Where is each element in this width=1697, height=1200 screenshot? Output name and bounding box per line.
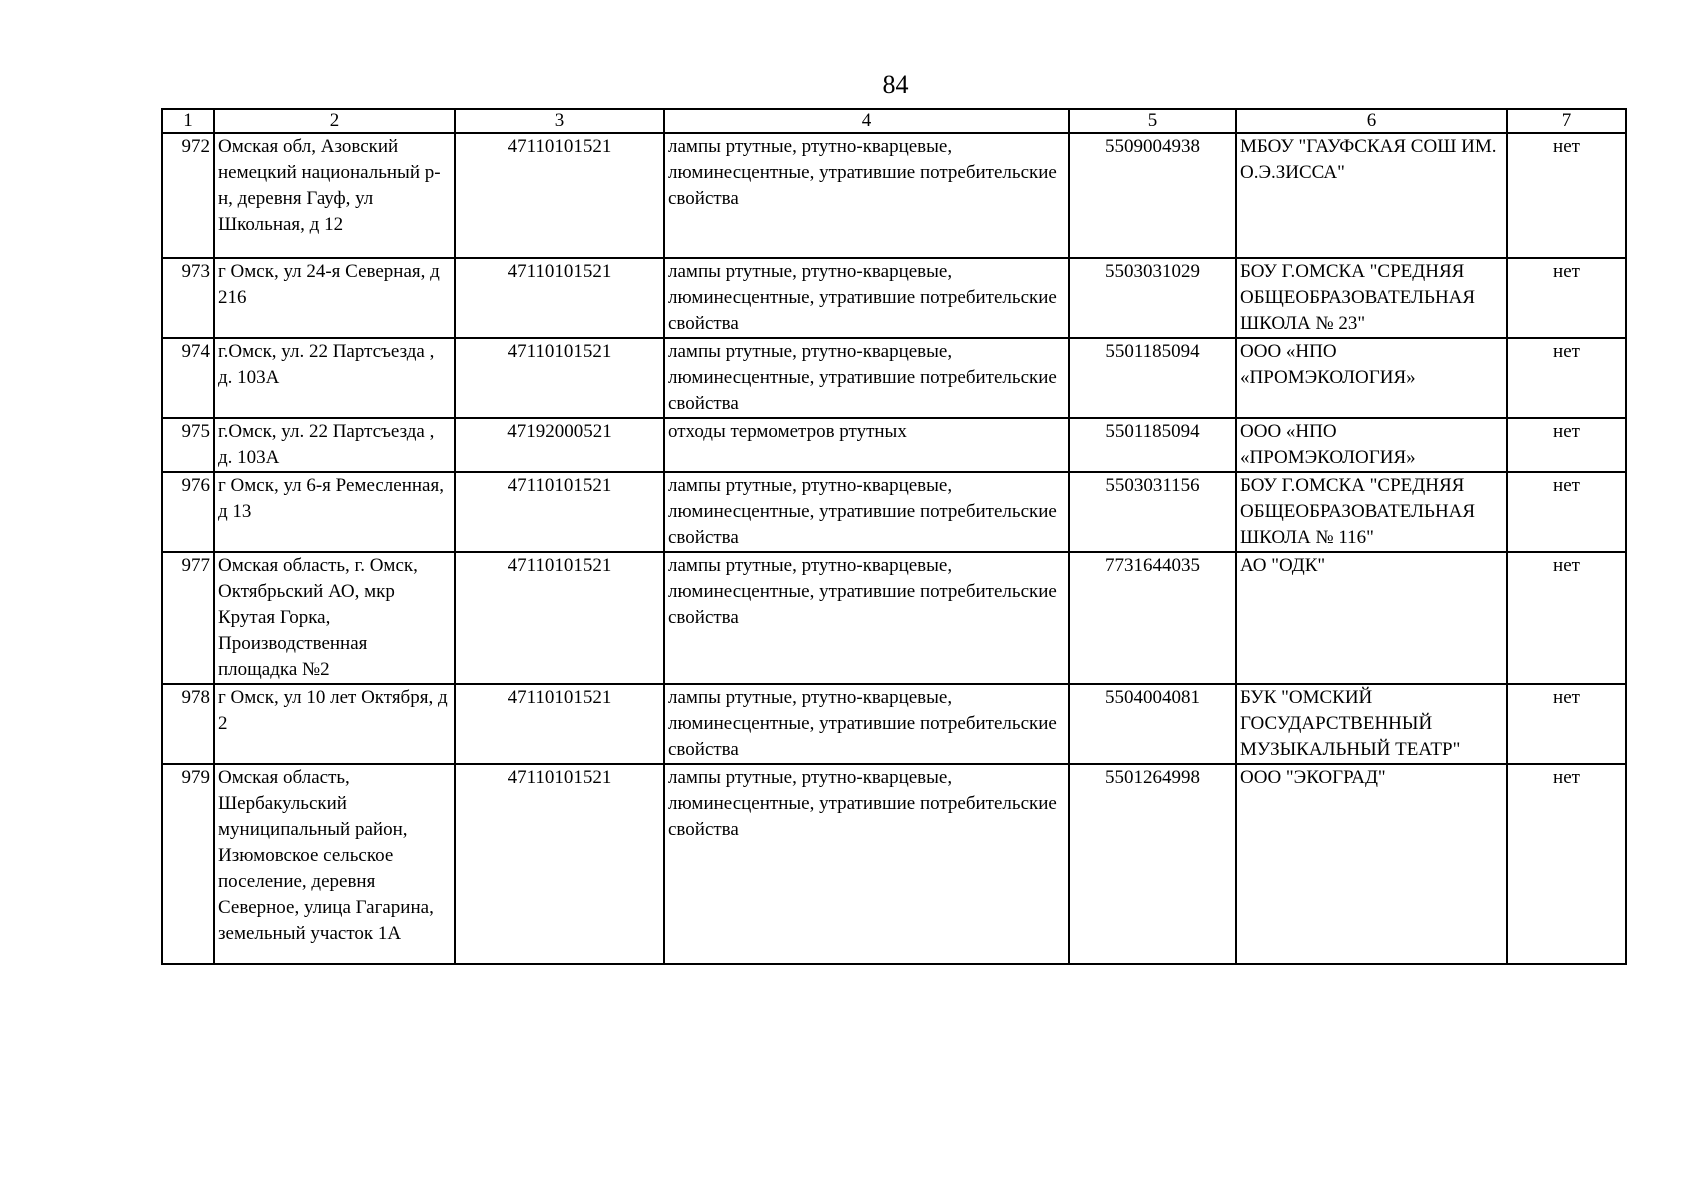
flag-cell: нет xyxy=(1507,764,1626,964)
column-header: 2 xyxy=(214,109,455,133)
table-row xyxy=(162,552,1626,684)
waste-code-cell: 47192000521 xyxy=(455,418,664,472)
organization-cell: БУК "ОМСКИЙ ГОСУДАРСТВЕННЫЙ МУЗЫКАЛЬНЫЙ ТЕАТР" xyxy=(1236,684,1507,764)
inn-cell: 5509004938 xyxy=(1069,133,1236,258)
flag-cell: нет xyxy=(1507,258,1626,338)
waste-name-cell: лампы ртутные, ртутно-кварцевые, люминесцентные, утратившие потребительские свойства xyxy=(664,552,1069,684)
inn-cell: 5501264998 xyxy=(1069,764,1236,964)
waste-code-cell: 47110101521 xyxy=(455,472,664,552)
waste-code-cell: 47110101521 xyxy=(455,764,664,964)
address-cell: Омская область, Шербакульский муниципальный район, Изюмовское сельское поселение, деревня Северное, улица Гагарина, земельный участок 1А xyxy=(214,764,455,964)
organization-cell: АО "ОДК" xyxy=(1236,552,1507,684)
address-cell: Омская обл, Азовский немецкий национальный р-н, деревня Гауф, ул Школьная, д 12 xyxy=(214,133,455,258)
table-row xyxy=(162,338,1626,418)
waste-code-cell: 47110101521 xyxy=(455,684,664,764)
column-header: 5 xyxy=(1069,109,1236,133)
flag-cell: нет xyxy=(1507,418,1626,472)
waste-name-cell: лампы ртутные, ртутно-кварцевые, люминесцентные, утратившие потребительские свойства xyxy=(664,133,1069,258)
table-row xyxy=(162,472,1626,552)
row-number: 977 xyxy=(162,552,214,684)
flag-cell: нет xyxy=(1507,552,1626,684)
waste-name-cell: лампы ртутные, ртутно-кварцевые, люминесцентные, утратившие потребительские свойства xyxy=(664,684,1069,764)
table-row xyxy=(162,258,1626,338)
address-cell: г Омск, ул 6-я Ремесленная, д 13 xyxy=(214,472,455,552)
organization-cell: ООО "ЭКОГРАД" xyxy=(1236,764,1507,964)
column-number-row xyxy=(162,109,1626,133)
waste-name-cell: лампы ртутные, ртутно-кварцевые, люминесцентные, утратившие потребительские свойства xyxy=(664,764,1069,964)
flag-cell: нет xyxy=(1507,472,1626,552)
column-header: 6 xyxy=(1236,109,1507,133)
column-header: 4 xyxy=(664,109,1069,133)
inn-cell: 5501185094 xyxy=(1069,338,1236,418)
waste-name-cell: лампы ртутные, ртутно-кварцевые, люминесцентные, утратившие потребительские свойства xyxy=(664,472,1069,552)
waste-name-cell: лампы ртутные, ртутно-кварцевые, люминесцентные, утратившие потребительские свойства xyxy=(664,338,1069,418)
row-number: 975 xyxy=(162,418,214,472)
inn-cell: 7731644035 xyxy=(1069,552,1236,684)
inn-cell: 5503031156 xyxy=(1069,472,1236,552)
organization-cell: ООО «НПО «ПРОМЭКОЛОГИЯ» xyxy=(1236,338,1507,418)
inn-cell: 5501185094 xyxy=(1069,418,1236,472)
table-row xyxy=(162,418,1626,472)
flag-cell: нет xyxy=(1507,338,1626,418)
address-cell: г.Омск, ул. 22 Партсъезда , д. 103А xyxy=(214,338,455,418)
registry-table xyxy=(161,108,1627,965)
address-cell: Омская область, г. Омск, Октябрьский АО, мкр Крутая Горка, Производственная площадка №2 xyxy=(214,552,455,684)
table-row xyxy=(162,764,1626,964)
address-cell: г Омск, ул 24-я Северная, д 216 xyxy=(214,258,455,338)
row-number: 973 xyxy=(162,258,214,338)
row-number: 976 xyxy=(162,472,214,552)
row-number: 972 xyxy=(162,133,214,258)
waste-name-cell: отходы термометров ртутных xyxy=(664,418,1069,472)
address-cell: г.Омск, ул. 22 Партсъезда , д. 103А xyxy=(214,418,455,472)
waste-code-cell: 47110101521 xyxy=(455,338,664,418)
inn-cell: 5503031029 xyxy=(1069,258,1236,338)
table-row xyxy=(162,684,1626,764)
page-number: 84 xyxy=(882,70,909,99)
organization-cell: БОУ Г.ОМСКА "СРЕДНЯЯ ОБЩЕОБРАЗОВАТЕЛЬНАЯ ШКОЛА № 23" xyxy=(1236,258,1507,338)
inn-cell: 5504004081 xyxy=(1069,684,1236,764)
waste-code-cell: 47110101521 xyxy=(455,133,664,258)
flag-cell: нет xyxy=(1507,684,1626,764)
waste-code-cell: 47110101521 xyxy=(455,552,664,684)
waste-code-cell: 47110101521 xyxy=(455,258,664,338)
organization-cell: БОУ Г.ОМСКА "СРЕДНЯЯ ОБЩЕОБРАЗОВАТЕЛЬНАЯ ШКОЛА № 116" xyxy=(1236,472,1507,552)
column-header: 3 xyxy=(455,109,664,133)
flag-cell: нет xyxy=(1507,133,1626,258)
organization-cell: ООО «НПО «ПРОМЭКОЛОГИЯ» xyxy=(1236,418,1507,472)
row-number: 979 xyxy=(162,764,214,964)
row-number: 974 xyxy=(162,338,214,418)
address-cell: г Омск, ул 10 лет Октября, д 2 xyxy=(214,684,455,764)
row-number: 978 xyxy=(162,684,214,764)
table-row xyxy=(162,133,1626,258)
waste-name-cell: лампы ртутные, ртутно-кварцевые, люминесцентные, утратившие потребительские свойства xyxy=(664,258,1069,338)
column-header: 7 xyxy=(1507,109,1626,133)
column-header: 1 xyxy=(162,109,214,133)
organization-cell: МБОУ "ГАУФСКАЯ СОШ ИМ. О.Э.ЗИССА" xyxy=(1236,133,1507,258)
